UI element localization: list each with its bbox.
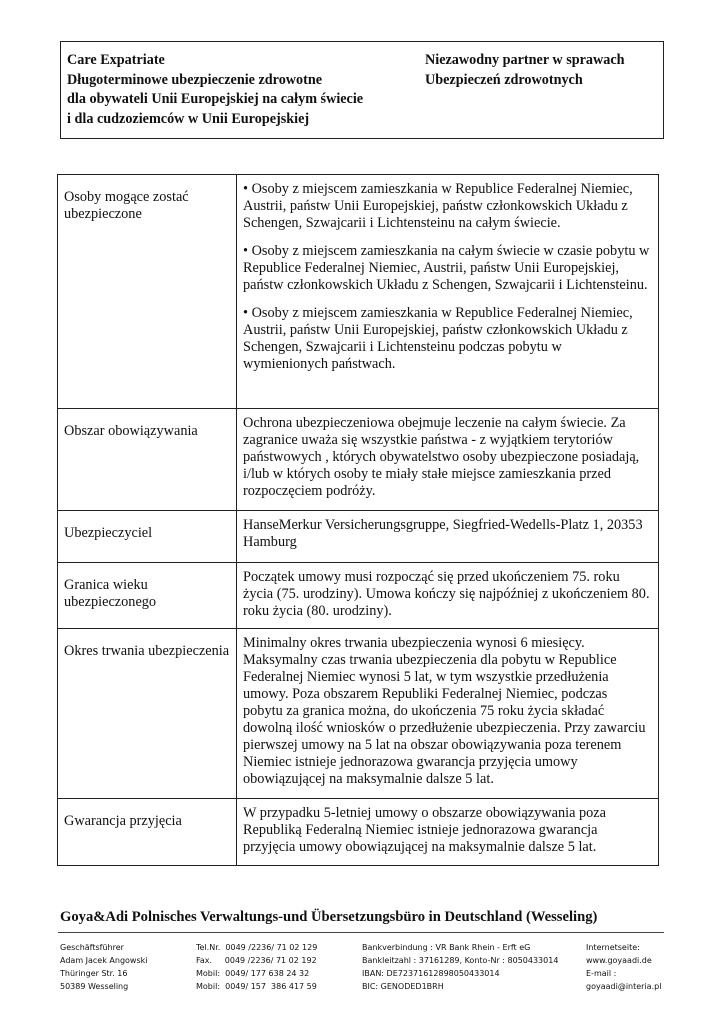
row-content: Minimalny okres trwania ubezpieczenia wynosi 6 miesięcy. Maksymalny czas trwania ubezpieczenia dla pobytu w Republice Federalnej Niemiec wynosi 5 lat, w tym wszystkie przedłużenia umowy. Poza obszarem Republiki Federalnej Niemiec, podczas pobytu za granica można, do ukończenia 75 roku życia składać dowolną ilość wniosków o przedłużenie ubezpieczenia. Przy zawarciu pierwszej umowy na 5 lat na obszar obowiązywania poza terenem Niemiec istnieje jednorazowa gwarancja przyjęcia umowy obowiązującej na maksymalnie dalsze 5 lat. — [237, 629, 659, 799]
footer-line: BIC: GENODED1BRH — [362, 982, 444, 991]
row-content: Początek umowy musi rozpocząć się przed ukończeniem 75. roku życia (75. urodziny). Umowa kończy się najpóźniej z ukończeniem 80. roku życia (80. urodziny). — [237, 563, 659, 629]
footer-line: E-mail : — [586, 969, 617, 978]
footer-phone-info — [196, 941, 317, 993]
row-label: Gwarancja przyjęcia — [58, 799, 237, 866]
table-row — [58, 175, 659, 409]
row-content: HanseMerkur Versicherungsgruppe, Siegfried-Wedells-Platz 1, 20353 Hamburg — [237, 511, 659, 563]
bullet-item: • Osoby z miejscem zamieszkania w Republice Federalnej Niemiec, Austrii, państw Unii Europejskiej, państw członkowskich Układu z Schengen, Szwajcarii i Lichtensteinu na całym świecie. — [243, 181, 633, 231]
footer-line: Fax. 0049 /2236/ 71 02 192 — [196, 956, 317, 965]
footer-title: Goya&Adi Polnisches Verwaltungs-und Übersetzungsbüro in Deutschland (Wesseling) — [60, 909, 598, 925]
header-right — [425, 51, 625, 90]
footer-divider — [58, 932, 664, 933]
footer-bank-info — [362, 941, 558, 993]
table-row — [58, 629, 659, 799]
info-table — [57, 174, 659, 866]
header-box — [60, 41, 664, 139]
row-label: Okres trwania ubezpieczenia — [58, 629, 237, 799]
footer-company-info — [60, 941, 148, 993]
row-label: Osoby mogące zostać ubezpieczone — [58, 175, 237, 409]
bullet-item: • Osoby z miejscem zamieszkania na całym świecie w czasie pobytu w Republice Federalnej Niemiec, Austrii, państw Unii Europejskiej, państw członkowskich Układu z Schengen, Szwajcarii i Lichtensteinu. — [243, 243, 650, 293]
footer-line: 50389 Wesseling — [60, 982, 129, 991]
footer-line: Adam Jacek Angowski — [60, 956, 148, 965]
header-right-line: Ubezpieczeń zdrowotnych — [425, 71, 583, 88]
footer-line: Bankleitzahl : 37161289, Konto-Nr : 8050433014 — [362, 956, 559, 965]
footer-website-link[interactable]: www.goyaadi.de — [586, 956, 652, 965]
footer-email-link[interactable]: goyaadi@interia.pl — [586, 982, 662, 991]
footer-line: Geschäftsführer — [60, 943, 124, 952]
footer-line: Mobil: 0049/ 157 386 417 59 — [196, 982, 317, 991]
footer-line: IBAN: DE72371612898050433014 — [362, 969, 500, 978]
table-row — [58, 563, 659, 629]
footer-line: Mobil: 0049/ 177 638 24 32 — [196, 969, 310, 978]
table-row — [58, 409, 659, 511]
footer-line: Tel.Nr. 0049 /2236/ 71 02 129 — [196, 943, 318, 952]
table-row — [58, 511, 659, 563]
footer-line: Bankverbindung : VR Bank Rhein - Erft eG — [362, 943, 531, 952]
header-left — [67, 51, 363, 129]
header-left-line: Care Expatriate — [67, 52, 165, 68]
header-left-line: dla obywateli Unii Europejskiej na całym świecie — [67, 91, 364, 107]
footer-line: Thüringer Str. 16 — [60, 969, 128, 978]
header-left-line: Długoterminowe ubezpieczenie zdrowotne — [67, 71, 323, 88]
bullet-item: • Osoby z miejscem zamieszkania w Republice Federalnej Niemiec, Austrii, państw Unii Europejskiej, państw członkowskich Układu z Schengen, Szwajcarii i Lichtensteinu podczas pobytu w wymienionych państwach. — [243, 305, 633, 372]
row-content — [237, 175, 659, 409]
table-row — [58, 799, 659, 866]
row-content: Ochrona ubezpieczeniowa obejmuje leczenie na całym świecie. Za zagranice uważa się wszystkie państwa - z wyjątkiem terytoriów państwowych , których obywatelstwo osoby ubezpieczone posiadają, i/lub w których osoby te miały stałe miejsce zamieszkania przed rozpoczęciem podróży. — [237, 409, 659, 511]
row-label: Granica wieku ubezpieczonego — [58, 563, 237, 629]
footer-line: Internetseite: — [586, 943, 640, 952]
footer-web-info — [586, 941, 661, 993]
row-label: Ubezpieczyciel — [58, 511, 237, 563]
row-label: Obszar obowiązywania — [58, 409, 237, 511]
header-right-line: Niezawodny partner w sprawach — [425, 52, 625, 68]
row-content: W przypadku 5-letniej umowy o obszarze obowiązywania poza Republiką Federalną Niemiec istnieje jednorazowa gwarancja przyjęcia umowy obowiązującej na maksymalnie dalsze 5 lat. — [237, 799, 659, 866]
header-left-line: i dla cudzoziemców w Unii Europejskiej — [67, 110, 310, 127]
